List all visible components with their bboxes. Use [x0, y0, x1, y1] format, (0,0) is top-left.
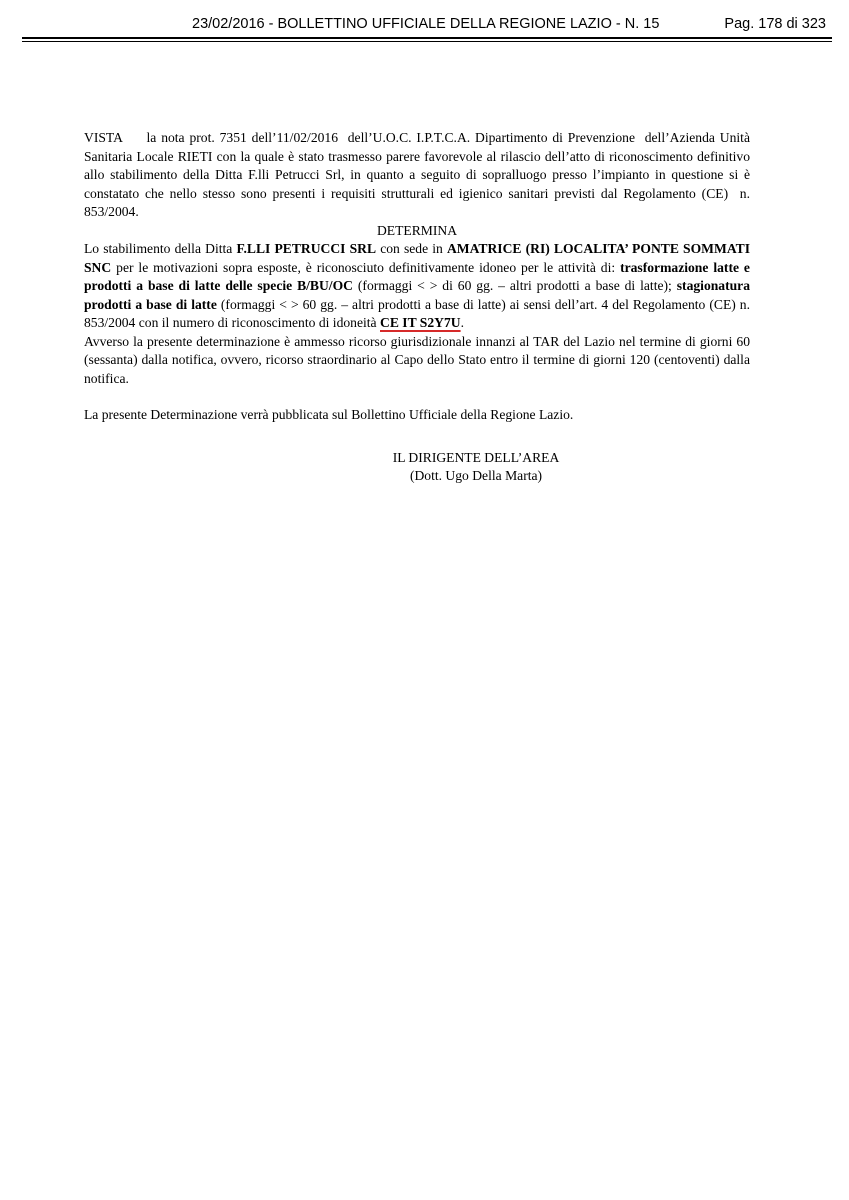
recognition-code: CE IT S2Y7U — [380, 315, 461, 330]
determina-heading: DETERMINA — [376, 222, 458, 238]
publication-paragraph: La presente Determinazione verrà pubblicata sul Bollettino Ufficiale della Regione Lazio. — [84, 407, 574, 422]
signatory-name: (Dott. Ugo Della Marta) — [409, 467, 543, 483]
establishment-paragraph — [84, 240, 750, 333]
p2-intro: Lo stabilimento della Ditta — [84, 241, 233, 256]
ricorso-paragraph: Avverso la presente determinazione è ammesso ricorso giurisdizionale innanzi al TAR del Lazio nel termine di giorni 60 (sessanta) dalla notifica, ovvero, ricorso straordinario al Capo dello Stato entro il termine di giorni 120 (centoventi) dalla notifica. — [84, 333, 750, 386]
company-name: F.LLI PETRUCCI SRL — [236, 241, 377, 256]
signature-block — [361, 449, 591, 485]
p2-end: . — [460, 315, 464, 330]
page-header — [22, 16, 832, 38]
p2-sede: con sede in — [380, 241, 443, 256]
vista-paragraph: VISTA la nota prot. 7351 dell’11/02/2016 dell’U.O.C. I.P.T.C.A. Dipartimento di Prevenzione dell’Azienda Unità Sanitaria Locale RIETI con la quale è stato trasmesso parere favorevole al rilascio dell’atto di riconoscimento definitivo allo stabilimento della Ditta F.lli Petrucci Srl, in quanto a seguito di sopralluogo presso l’impianto in questione si è constatato che nello stesso sono presenti i requisiti strutturali ed igienico sanitari previsti dal Regolamento (CE) n. 853/2004. — [84, 130, 754, 219]
signatory-role: IL DIRIGENTE DELL’AREA — [392, 449, 560, 465]
bulletin-title: 23/02/2016 - BOLLETTINO UFFICIALE DELLA REGIONE LAZIO - N. 15 — [192, 16, 660, 32]
page-number: Pag. 178 di 323 — [724, 16, 826, 32]
company-location: AMATRICE (RI) LOCALITA’ PONTE SOMMATI SNC — [84, 241, 750, 275]
p2-motivation: per le motivazioni sopra esposte, è riconosciuto definitivamente idoneo per le attività di: — [116, 259, 616, 275]
activity-2: stagionatura prodotti a base di latte — [84, 278, 751, 312]
activity-1: trasformazione latte e prodotti a base di latte delle specie B/BU/OC — [84, 259, 750, 293]
document-body — [84, 129, 754, 485]
header-rule-thin — [22, 41, 832, 42]
activity-1-detail: (formaggi < > di 60 gg. – altri prodotti a base di latte); — [357, 278, 672, 293]
header-rule-thick — [22, 37, 832, 39]
activity-2-detail: (formaggi < > 60 gg. – altri prodotti a base di latte) ai sensi dell’art. 4 del Regolamento (CE) n. 853/2004 con il numero di riconoscimento di idoneità — [84, 296, 750, 330]
